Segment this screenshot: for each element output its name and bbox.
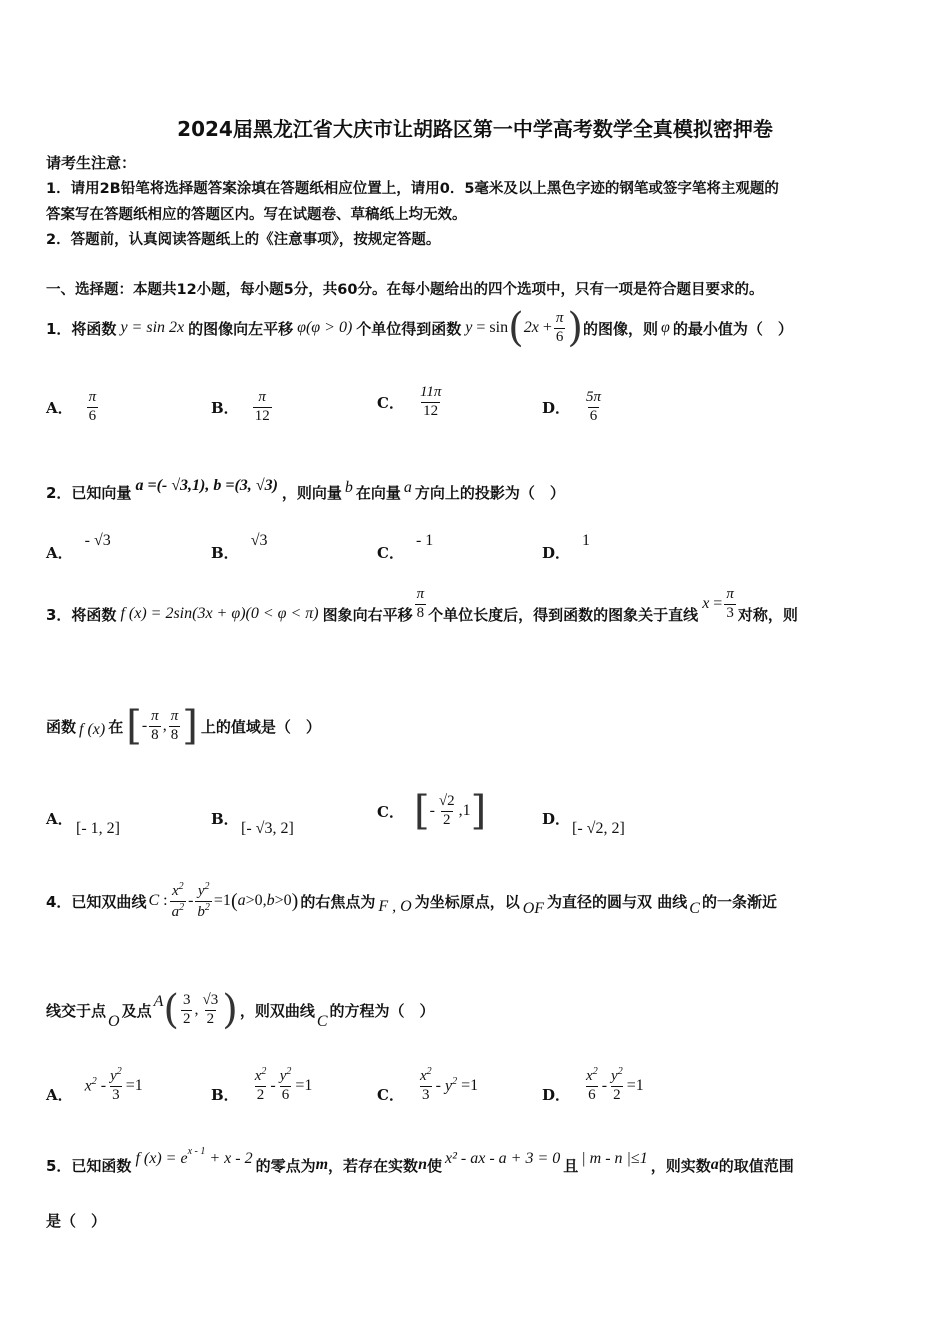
q4-text-5: 的一条渐近 bbox=[701, 892, 777, 911]
q4-fo: F , O bbox=[378, 898, 412, 915]
q2-option-b[interactable] bbox=[211, 532, 267, 563]
q4-option-a[interactable]: A． $x^2$ - $\frac{y^2}{3}$ =1 bbox=[46, 1066, 143, 1104]
q1-option-b-den: 12 bbox=[254, 407, 270, 424]
q3-text-3: 个单位长度后，得到函数的图象关于直线 bbox=[428, 605, 699, 624]
q3-option-a[interactable] bbox=[46, 808, 120, 837]
q3-option-b-label: B． bbox=[211, 810, 239, 828]
notice-heading: 请考生注意： bbox=[46, 154, 137, 172]
q2-option-c-value: - 1 bbox=[415, 532, 434, 549]
notice-line-2: 答案写在答题纸相应的答题区内。写在试题卷、草稿纸上均无效。 bbox=[46, 207, 467, 223]
q2-formula-1: a =(- √3,1), b =(3, √3) bbox=[135, 477, 278, 494]
question-1 bbox=[46, 305, 793, 351]
q4-text-9: 的方程为（ ） bbox=[329, 1001, 435, 1020]
q2-option-a-label: A． bbox=[46, 544, 73, 562]
q1-formula-1: y = sin 2x bbox=[120, 319, 185, 336]
q2-text-3: 在向量 bbox=[355, 483, 401, 502]
q4-hyperbola: C : $\frac{x^2}{a^2}$ - $\frac{y^2}{b^2}$ =1 ( a >0, b >0 ) bbox=[148, 880, 299, 920]
q3-text-7: 上的值域是（ ） bbox=[200, 717, 321, 736]
q4-text-4: 为直径的圆与双 曲线 bbox=[547, 892, 688, 911]
q1-phi: φ bbox=[661, 319, 670, 336]
question-3-cont bbox=[46, 702, 321, 750]
q2-option-b-label: B． bbox=[211, 544, 239, 562]
q3-text-5: 函数 bbox=[46, 717, 77, 736]
question-5: 5．已知函数 f (x) = e x - 1 + x - 2 的零点为 m ，若存在实数 n 使 x² - ax - a + 3 = 0 且 | m - n |≤1 ，则实数 a 的取值范围 bbox=[46, 1145, 794, 1175]
q5-text-6: ，则实数 bbox=[650, 1156, 711, 1175]
q4-of: OF bbox=[522, 900, 545, 917]
q5-formula-2: x² - ax - a + 3 = 0 bbox=[444, 1150, 561, 1167]
q2-text-1: 2．已知向量 bbox=[46, 483, 132, 502]
q5-text-2: 的零点为 bbox=[255, 1156, 316, 1175]
q5-text-4: 使 bbox=[426, 1156, 442, 1175]
q1-option-a[interactable] bbox=[46, 390, 100, 425]
q2-option-d-label: D． bbox=[542, 544, 571, 562]
q1-option-a-den: 6 bbox=[88, 407, 97, 424]
q3-option-b[interactable] bbox=[211, 808, 294, 837]
q4-option-c[interactable]: C． $\frac{x^2}{3}$ - $y^2$ =1 bbox=[377, 1066, 479, 1104]
q5-n: n bbox=[418, 1156, 427, 1173]
q2-option-d-value: 1 bbox=[582, 532, 591, 549]
q3-text-2: 图象向右平移 bbox=[322, 605, 413, 624]
notice-line-3: 2．答题前，认真阅读答题纸上的《注意事项》，按规定答题。 bbox=[46, 232, 441, 248]
q1-text-5: 的最小值为（ ） bbox=[672, 319, 793, 338]
page-title: 2024届黑龙江省大庆市让胡路区第一中学高考数学全真模拟密押卷 bbox=[177, 117, 773, 141]
q1-option-b-num: π bbox=[258, 389, 266, 405]
q1-text-1: 1．将函数 bbox=[46, 319, 117, 338]
q5-text-5: 且 bbox=[563, 1156, 579, 1175]
q1-option-d-num: 5π bbox=[586, 389, 602, 405]
q1-option-a-label: A． bbox=[46, 398, 73, 417]
q4-o: O bbox=[108, 1013, 120, 1030]
q2-option-c[interactable] bbox=[377, 532, 433, 563]
q1-text-2: 的图像向左平移 bbox=[188, 319, 294, 338]
q4-text-7: 及点 bbox=[121, 1001, 152, 1020]
q2-text-4: 方向上的投影为（ ） bbox=[414, 483, 565, 502]
q3-option-c[interactable] bbox=[377, 788, 486, 834]
q5-formula-1: f (x) = e bbox=[135, 1150, 188, 1167]
q2-text-2: ，则向量 bbox=[281, 483, 342, 502]
q3-option-c-value: [ - $\frac{√2}{2}$ ,1 ] bbox=[413, 788, 487, 834]
q4-option-b-label: B． bbox=[211, 1086, 239, 1104]
q4-c2: C bbox=[316, 1013, 328, 1030]
q1-option-d-den: 6 bbox=[589, 407, 598, 424]
q4-text-3: 为坐标原点，以 bbox=[414, 892, 520, 911]
q4-text-1: 4．已知双曲线 bbox=[46, 892, 147, 911]
q2-option-a-value: - √3 bbox=[84, 532, 111, 549]
q1-formula-3: y = sin ( 2x + $\frac{\pi}{6}$ ) bbox=[465, 305, 583, 351]
q4-option-d-label: D． bbox=[542, 1086, 571, 1104]
q1-formula-2: φ(φ > 0) bbox=[297, 319, 353, 336]
q3-fx: f (x) bbox=[79, 721, 106, 738]
q3-option-b-value: [- √3, 2] bbox=[241, 820, 294, 837]
notice-line-1: 1．请用2B铅笔将选择题答案涂填在答题纸相应位置上，请用0．5毫米及以上黑色字迹的钢笔或签字笔将主观题的 bbox=[46, 181, 779, 197]
q2-b: b bbox=[344, 479, 353, 496]
q1-option-b-label: B． bbox=[211, 398, 239, 417]
q2-option-a[interactable] bbox=[46, 532, 111, 563]
q3-interval: [ - $\frac{\pi}{8}$ , $\frac{\pi}{8}$ ] bbox=[126, 703, 198, 749]
q2-option-d[interactable] bbox=[542, 532, 590, 563]
q4-point-a: A ( $\frac{3}{2}$ , $\frac{√3}{2}$ ) bbox=[153, 987, 238, 1033]
q3-formula-1: f (x) = 2sin(3x + φ)(0 < φ < π) bbox=[120, 605, 319, 622]
question-3 bbox=[46, 585, 798, 638]
q4-text-6: 线交于点 bbox=[46, 1001, 107, 1020]
q5-text-3: ，若存在实数 bbox=[328, 1156, 419, 1175]
q1-option-c-den: 12 bbox=[423, 402, 439, 419]
q3-option-d-value: [- √2, 2] bbox=[572, 820, 625, 837]
q4-option-c-label: C． bbox=[377, 1086, 404, 1104]
q5-m: m bbox=[315, 1156, 329, 1173]
question-4-cont bbox=[46, 980, 435, 1040]
q4-text-8: ，则双曲线 bbox=[239, 1001, 315, 1020]
q5-formula-3: | m - n |≤1 bbox=[581, 1150, 648, 1167]
q5-text-1: 5．已知函数 bbox=[46, 1156, 132, 1175]
q4-c: C bbox=[689, 900, 700, 917]
q1-option-d-label: D． bbox=[542, 398, 571, 417]
question-4 bbox=[46, 874, 777, 928]
q3-option-a-value: [- 1, 2] bbox=[76, 820, 120, 837]
q1-text-3: 个单位得到函数 bbox=[356, 319, 462, 338]
q3-option-d-label: D． bbox=[542, 810, 571, 828]
q1-option-c-label: C． bbox=[377, 393, 404, 412]
q2-option-c-label: C． bbox=[377, 544, 404, 562]
q3-text-4: 对称，则 bbox=[737, 605, 798, 624]
q3-option-c-label: C． bbox=[377, 802, 404, 821]
q3-line: x = $\frac{\pi}{3}$ bbox=[702, 585, 734, 621]
q5-a: a bbox=[710, 1156, 719, 1173]
q1-option-c-num: 11π bbox=[419, 384, 442, 400]
q2-a: a bbox=[403, 479, 412, 496]
q5-text-7: 的取值范围 bbox=[718, 1156, 794, 1175]
question-2 bbox=[46, 478, 565, 506]
q1-text-4: 的图像，则 bbox=[582, 319, 658, 338]
q4-text-2: 的右焦点为 bbox=[300, 892, 376, 911]
section-heading: 一、选择题：本题共12小题，每小题5分，共60分。在每小题给出的四个选项中，只有一项是符合题目要求的。 bbox=[46, 282, 764, 298]
q1-option-d[interactable] bbox=[542, 390, 605, 425]
q2-option-b-value: √3 bbox=[250, 532, 268, 549]
q1-option-c[interactable] bbox=[377, 385, 445, 420]
q1-option-b[interactable] bbox=[211, 390, 274, 425]
q1-option-a-num: π bbox=[88, 389, 97, 405]
q4-option-d[interactable]: D． $\frac{x^2}{6}$ - $\frac{y^2}{2}$ =1 bbox=[542, 1066, 644, 1104]
q4-option-a-label: A． bbox=[46, 1086, 73, 1104]
q3-option-d[interactable] bbox=[542, 808, 625, 837]
q3-option-a-label: A． bbox=[46, 810, 73, 828]
q3-text-6: 在 bbox=[108, 717, 124, 736]
q3-text-1: 3．将函数 bbox=[46, 605, 117, 624]
q4-option-b[interactable]: B． $\frac{x^2}{2}$ - $\frac{y^2}{6}$ =1 bbox=[211, 1066, 313, 1104]
q3-shift: $\frac{\pi}{8}$ bbox=[416, 585, 425, 621]
q5-text-8: 是（ ） bbox=[46, 1212, 107, 1230]
